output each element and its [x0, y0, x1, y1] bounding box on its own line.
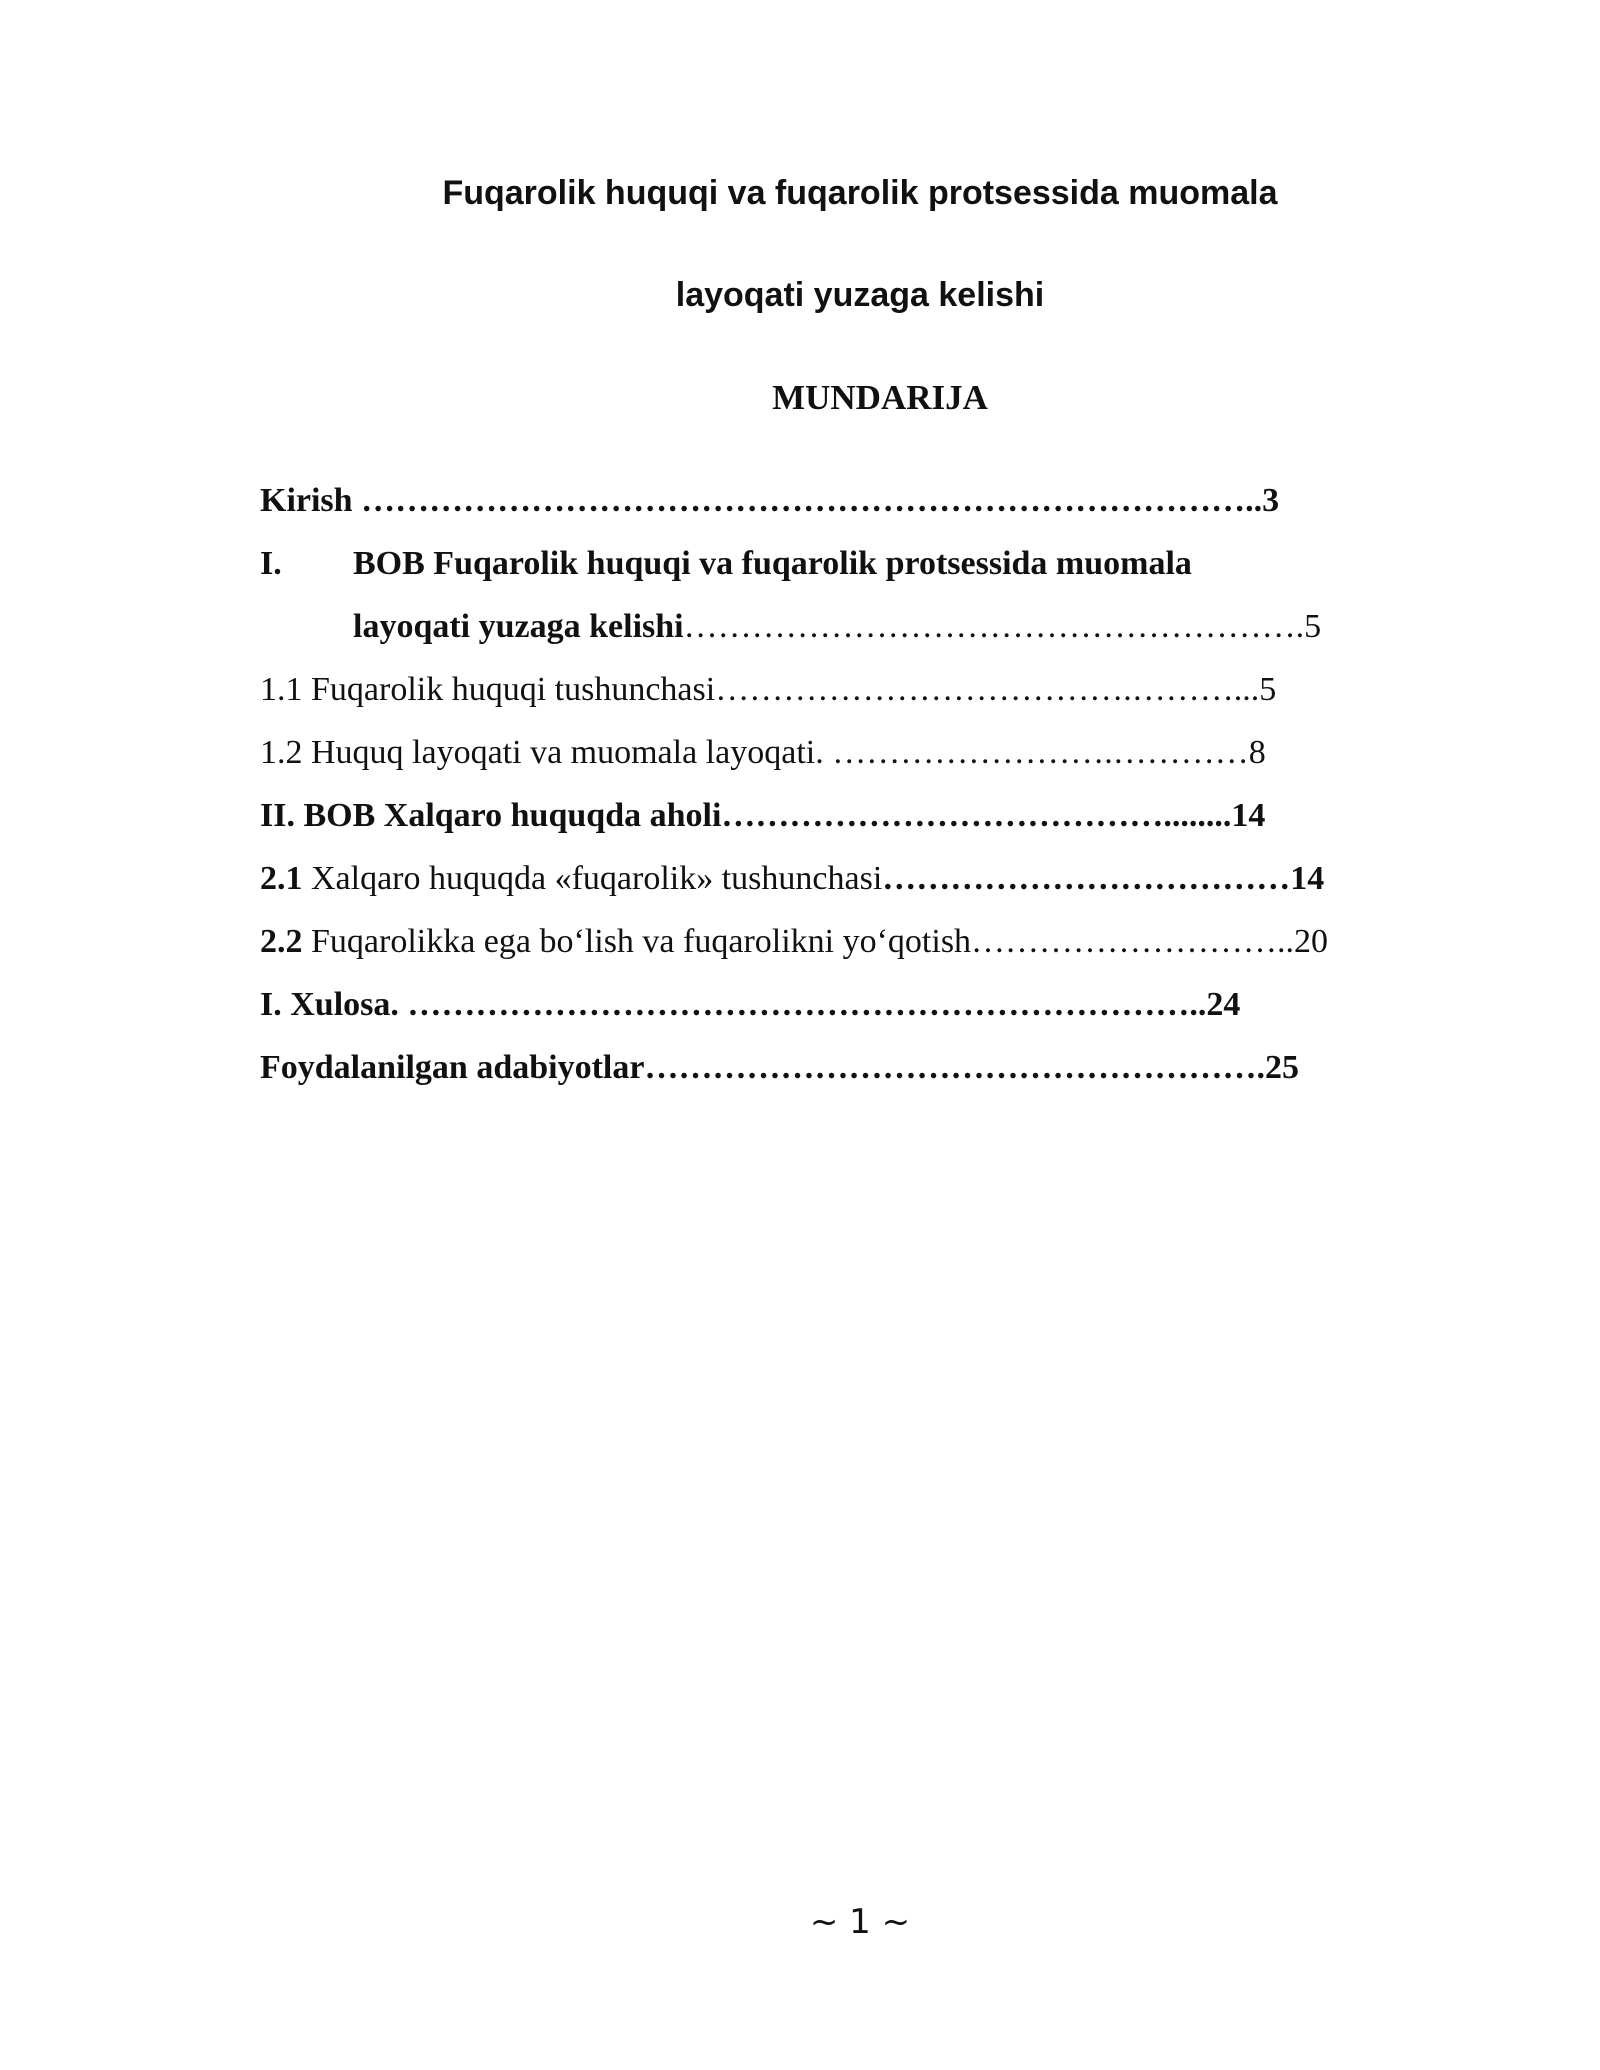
- toc-entry-chapter-1: [260, 541, 1420, 604]
- table-of-contents-heading: MUNDARIJA: [772, 378, 988, 417]
- toc-chapter-1-title-continued: layoqati yuzaga kelishi: [353, 608, 684, 645]
- toc-entry-xulosa: I. Xulosa. ……………………………………………………………..24: [260, 986, 1241, 1023]
- toc-entry-kirish: Kirish ……………………………………………………………………..3: [260, 482, 1280, 519]
- document-title-line-1: Fuqarolik huquqi va fuqarolik protsessida muomala: [442, 174, 1278, 212]
- toc-entry-1-1: 1.1 Fuqarolik huquqi tushunchasi……………………………….………...5: [260, 671, 1277, 708]
- toc-entry-2-1-leader-page: ………………………………14: [882, 860, 1325, 897]
- toc-entry-2-1: [260, 856, 1420, 919]
- toc-entry-chapter-2: II. BOB Xalqaro huquqda aholi…………………………………........14: [260, 797, 1266, 834]
- toc-entry-2-2-title: Fuqarolikka ega bo‘lish va fuqarolikni yo‘qotish………………………..20: [302, 923, 1329, 960]
- toc-chapter-1-leader-page: ……………………………………………….5: [683, 608, 1322, 645]
- toc-entry-2-1-number: 2.1: [260, 860, 303, 897]
- toc-entry-2-2-number: 2.2: [260, 923, 303, 960]
- toc-entry-2-2: [260, 919, 1420, 982]
- page-number: ~ 1 ~: [809, 1902, 911, 1942]
- toc-entry-bibliography: Foydalanilgan adabiyotlar……………………………………………….25: [260, 1049, 1299, 1086]
- toc-chapter-1-number: I.: [260, 545, 282, 582]
- toc-chapter-1-title: BOB Fuqarolik huquqi va fuqarolik protsessida muomala: [353, 545, 1192, 582]
- toc-entry-2-1-title: Xalqaro huquqda «fuqarolik» tushunchasi: [302, 860, 883, 897]
- toc-entry-chapter-1-continued: [260, 604, 1420, 667]
- document-title-line-2: layoqati yuzaga kelishi: [675, 276, 1045, 314]
- toc-entry-1-2: 1.2 Huquq layoqati va muomala layoqati. …………………….…………8: [260, 734, 1266, 771]
- table-of-contents: [260, 478, 1420, 1108]
